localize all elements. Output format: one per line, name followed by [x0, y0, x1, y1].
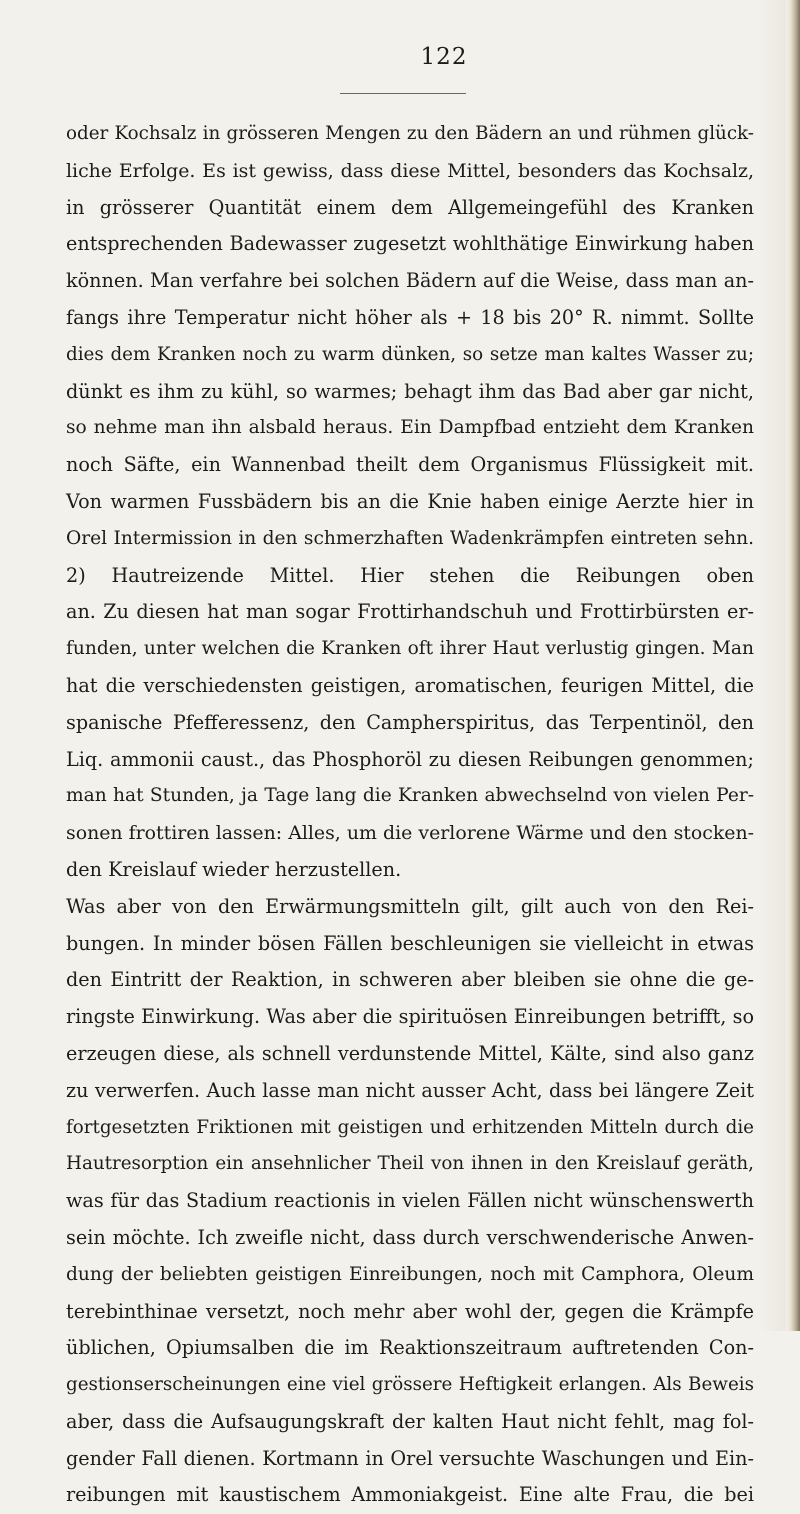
- text-line: bungen. In minder bösen Fällen beschleunigen sie vielleicht in etwas: [66, 931, 754, 955]
- text-line: hat die verschiedensten geistigen, aromatischen, feurigen Mittel, die: [66, 673, 754, 697]
- text-line: Hautresorption ein ansehnlicher Theil von ihnen in den Kreislauf geräth,: [66, 1153, 754, 1175]
- text-line: spanische Pfefferessenz, den Campherspiritus, das Terpentinöl, den: [66, 710, 754, 734]
- body-text: [66, 116, 754, 1514]
- text-line: an. Zu diesen hat man sogar Frottirhandschuh und Frottirbürsten er-: [66, 600, 754, 624]
- text-line: sein möchte. Ich zweifle nicht, dass durch verschwenderische Anwen-: [66, 1225, 754, 1249]
- text-line: den Kreislauf wieder herzustellen.: [66, 857, 402, 881]
- text-line: in grösserer Quantität einem dem Allgemeingefühl des Kranken: [66, 195, 754, 219]
- text-line: üblichen, Opiumsalben die im Reaktionszeitraum auftretenden Con-: [66, 1336, 754, 1360]
- text-line: entsprechenden Badewasser zugesetzt wohlthätige Einwirkung haben: [66, 232, 754, 256]
- text-line: gender Fall dienen. Kortmann in Orel versuchte Waschungen und Ein-: [66, 1446, 754, 1470]
- text-line: gestionserscheinungen eine viel grössere Heftigkeit erlangen. Als Beweis: [66, 1374, 754, 1396]
- text-line: Orel Intermission in den schmerzhaften Wadenkrämpfen eintreten sehn.: [66, 527, 754, 549]
- text-line: dung der beliebten geistigen Einreibungen, noch mit Camphora, Oleum: [66, 1263, 754, 1285]
- text-line: ringste Einwirkung. Was aber die spirituösen Einreibungen betrifft, so: [66, 1005, 754, 1029]
- text-line: noch Säfte, ein Wannenbad theilt dem Organismus Flüssigkeit mit.: [66, 453, 754, 477]
- text-line: dies dem Kranken noch zu warm dünken, so setze man kaltes Wasser zu;: [66, 343, 754, 365]
- text-line: sonen frottiren lassen: Alles, um die verlorene Wärme und den stocken-: [66, 822, 754, 845]
- text-line: können. Man verfahre bei solchen Bädern auf die Weise, dass man an-: [66, 269, 754, 293]
- text-line: fortgesetzten Friktionen mit geistigen und erhitzenden Mitteln durch die: [66, 1116, 754, 1138]
- text-line: Von warmen Fussbädern bis an die Knie haben einige Aerzte hier in: [66, 489, 754, 513]
- text-line: dünkt es ihm zu kühl, so warmes; behagt ihm das Bad aber gar nicht,: [66, 379, 754, 403]
- text-line: terebinthinae versetzt, noch mehr aber wohl der, gegen die Krämpfe: [66, 1299, 754, 1323]
- text-line: reibungen mit kaustischem Ammoniakgeist. Eine alte Frau, die bei: [66, 1483, 754, 1507]
- text-line: liche Erfolge. Es ist gewiss, dass diese Mittel, besonders das Kochsalz,: [66, 159, 754, 182]
- text-line: funden, unter welchen die Kranken oft ihrer Haut verlustig gingen. Man: [66, 638, 754, 660]
- text-line: aber, dass die Aufsaugungskraft der kalten Haut nicht fehlt, mag fol-: [66, 1409, 754, 1433]
- text-line: was für das Stadium reactionis in vielen Fällen nicht wünschenswerth: [66, 1189, 754, 1213]
- text-line: Was aber von den Erwärmungsmitteln gilt, gilt auch von den Rei-: [66, 894, 754, 918]
- header-rule: [340, 93, 466, 94]
- text-line: den Eintritt der Reaktion, in schweren aber bleiben sie ohne die ge-: [66, 968, 754, 992]
- binding-shadow: [760, 0, 786, 1331]
- text-line: so nehme man ihn alsbald heraus. Ein Dampfbad entzieht dem Kranken: [66, 417, 754, 439]
- page-binding-edge: [786, 0, 800, 1331]
- text-line: zu verwerfen. Auch lasse man nicht ausser Acht, dass bei längere Zeit: [66, 1078, 754, 1102]
- text-line: Liq. ammonii caust., das Phosphoröl zu diesen Reibungen genommen;: [66, 747, 754, 771]
- text-line: 2) Hautreizende Mittel. Hier stehen die Reibungen oben: [66, 563, 754, 587]
- text-line: man hat Stunden, ja Tage lang die Kranken abwechselnd von vielen Per-: [66, 785, 754, 807]
- text-line: erzeugen diese, als schnell verdunstende Mittel, Kälte, sind also ganz: [66, 1041, 754, 1065]
- text-line: oder Kochsalz in grösseren Mengen zu den Bädern an und rühmen glück-: [66, 123, 754, 144]
- page-number: 122: [420, 44, 468, 70]
- text-line: fangs ihre Temperatur nicht höher als + 18 bis 20° R. nimmt. Sollte: [66, 305, 754, 329]
